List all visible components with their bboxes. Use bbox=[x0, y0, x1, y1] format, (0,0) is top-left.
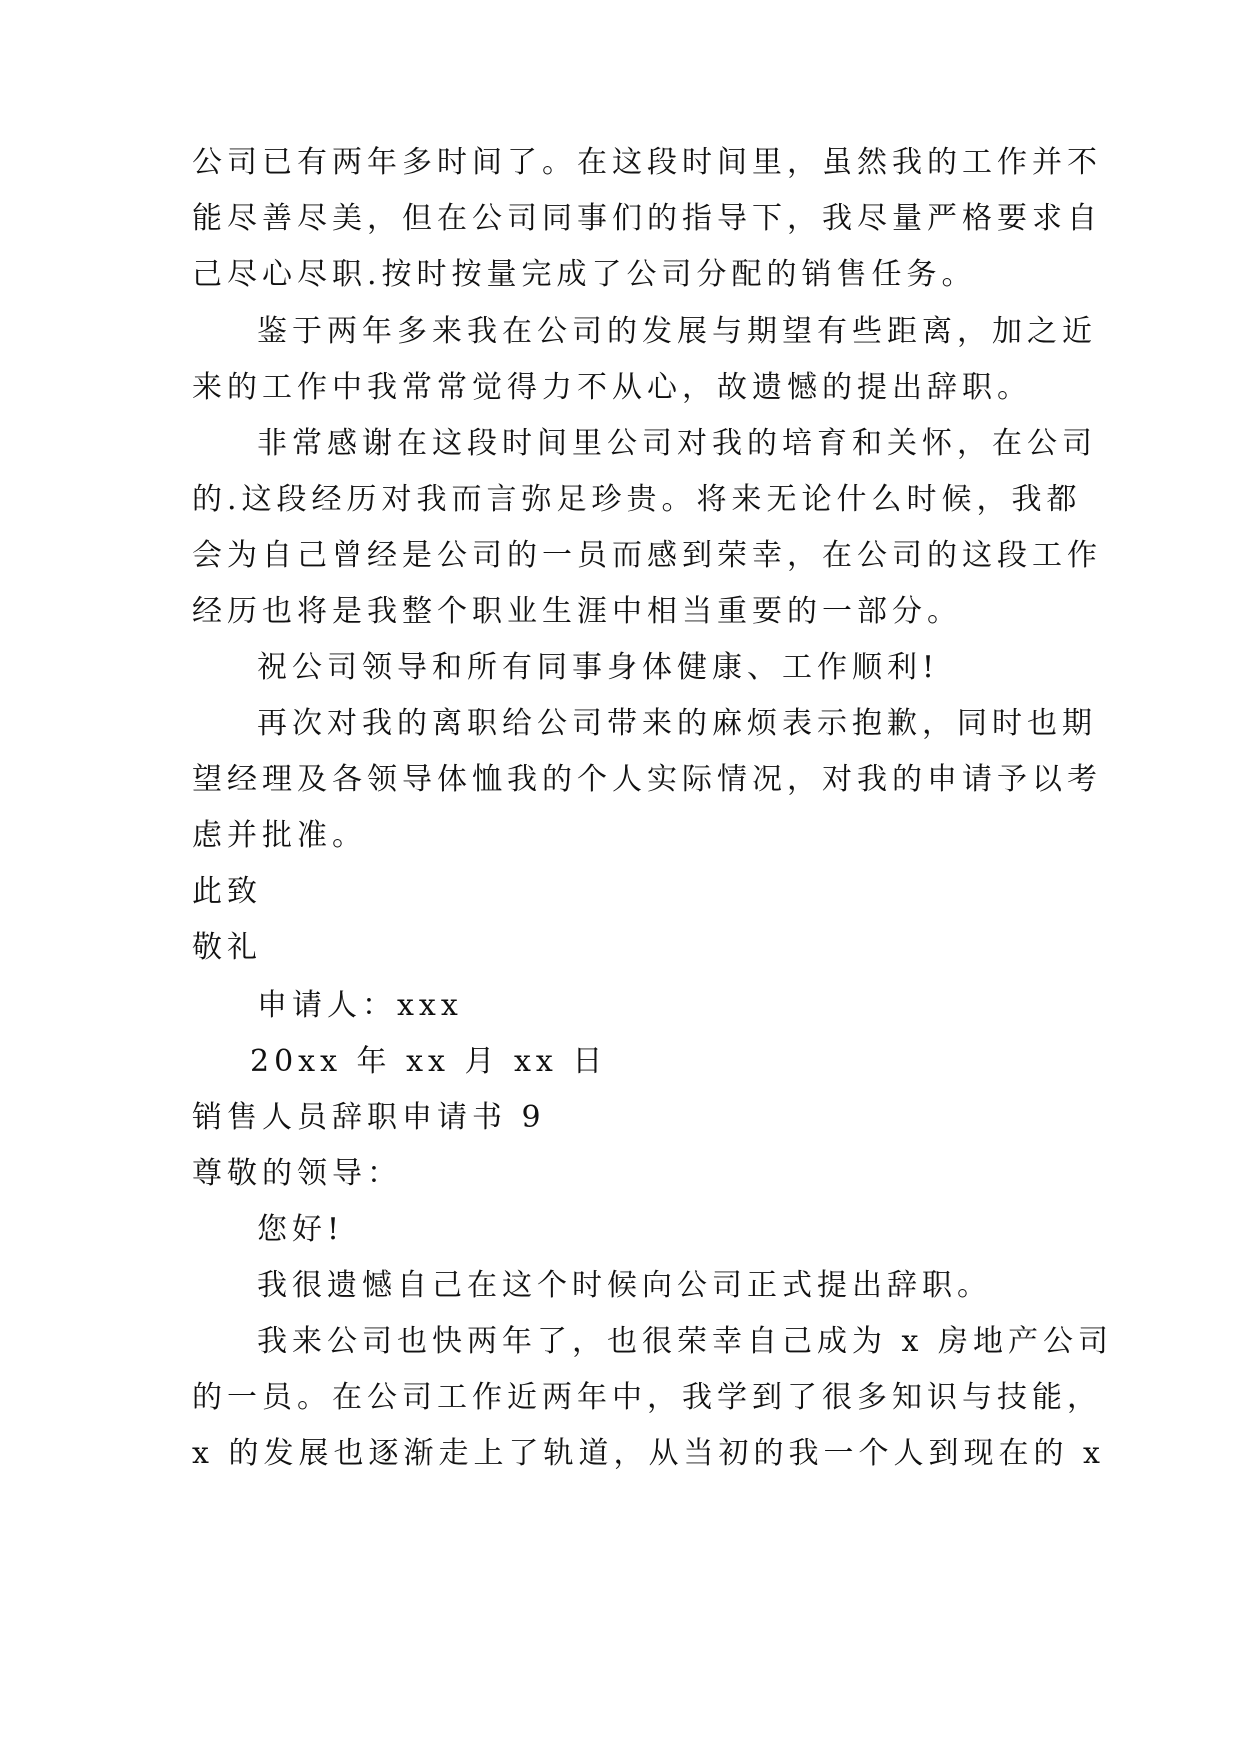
closing-line: 此致 bbox=[192, 874, 262, 909]
paragraph-line: 公司已有两年多时间了。在这段时间里，虽然我的工作并不 bbox=[192, 145, 1102, 180]
paragraph-line: 经历也将是我整个职业生涯中相当重要的一部分。 bbox=[192, 594, 962, 629]
paragraph-line: 我很遗憾自己在这个时候向公司正式提出辞职。 bbox=[257, 1268, 992, 1303]
paragraph-line: 的一员。在公司工作近两年中，我学到了很多知识与技能， bbox=[192, 1380, 1102, 1415]
salutation-line: 尊敬的领导： bbox=[192, 1156, 402, 1191]
paragraph-line: 再次对我的离职给公司带来的麻烦表示抱歉，同时也期 bbox=[257, 706, 1097, 741]
paragraph-line: 会为自己曾经是公司的一员而感到荣幸，在公司的这段工作 bbox=[192, 538, 1102, 573]
paragraph-line: 鉴于两年多来我在公司的发展与期望有些距离，加之近 bbox=[257, 314, 1097, 349]
paragraph-line: 来的工作中我常常觉得力不从心，故遗憾的提出辞职。 bbox=[192, 370, 1032, 405]
paragraph-line: 祝公司领导和所有同事身体健康、工作顺利! bbox=[257, 650, 940, 685]
paragraph-line: x 的发展也逐渐走上了轨道，从当初的我一个人到现在的 x bbox=[192, 1436, 1105, 1471]
paragraph-line: 虑并批准。 bbox=[192, 818, 367, 853]
paragraph-line: 能尽善尽美，但在公司同事们的指导下，我尽量严格要求自 bbox=[192, 201, 1102, 236]
paragraph-line: 我来公司也快两年了，也很荣幸自己成为 x 房地产公司 bbox=[257, 1324, 1113, 1359]
closing-line: 敬礼 bbox=[192, 930, 262, 965]
paragraph-line: 望经理及各领导体恤我的个人实际情况，对我的申请予以考 bbox=[192, 762, 1102, 797]
paragraph-line: 非常感谢在这段时间里公司对我的培育和关怀，在公司 bbox=[257, 426, 1097, 461]
paragraph-line: 的.这段经历对我而言弥足珍贵。将来无论什么时候，我都 bbox=[192, 482, 1082, 517]
applicant-line: 申请人：xxx bbox=[257, 988, 463, 1023]
greeting-line: 您好! bbox=[257, 1212, 345, 1247]
section-title: 销售人员辞职申请书 9 bbox=[192, 1100, 546, 1135]
paragraph-line: 己尽心尽职.按时按量完成了公司分配的销售任务。 bbox=[192, 257, 977, 292]
date-line: 20xx 年 xx 月 xx 日 bbox=[250, 1044, 608, 1079]
